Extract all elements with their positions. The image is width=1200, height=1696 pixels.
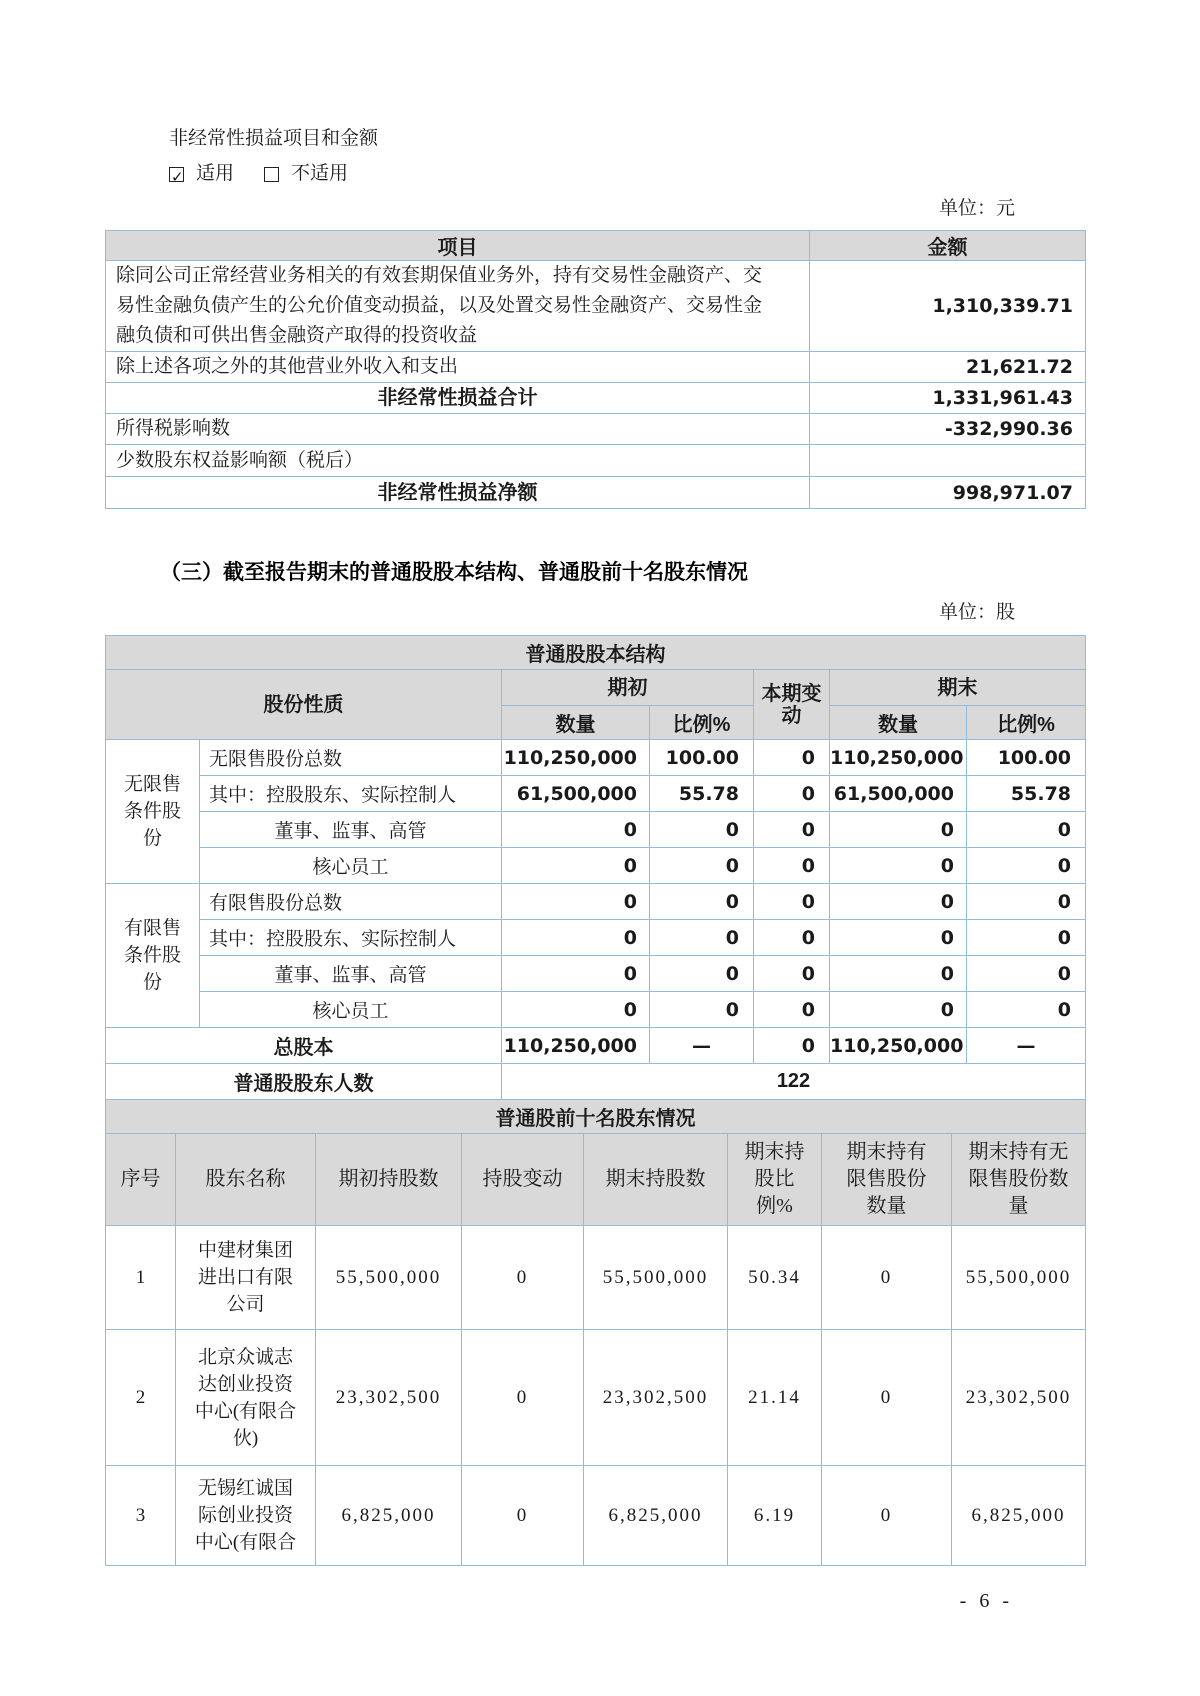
value-cell: 0 — [830, 920, 967, 956]
end-holding-cell: 23,302,500 — [584, 1330, 728, 1466]
end-holding-header: 期末持股数 — [584, 1134, 728, 1226]
page-number: - 6 - — [959, 1590, 1013, 1612]
shareholder-name-header: 股东名称 — [176, 1134, 316, 1226]
begin-holding-cell: 23,302,500 — [316, 1330, 462, 1466]
table-header-row — [106, 231, 1086, 261]
item-cell: 除同公司正常经营业务相关的有效套期保值业务外，持有交易性金融资产、交易性金融负债产生的公允价值变动损益，以及处置交易性金融资产、交易性金融负债和可供出售金融资产取得的投资收益 — [106, 261, 810, 352]
amount-cell — [810, 445, 1086, 477]
row-label: 核心员工 — [200, 992, 502, 1028]
total-capital-row — [106, 1028, 1086, 1064]
end-pct-cell: 50.34 — [728, 1226, 822, 1330]
amount-cell: -332,990.36 — [810, 414, 1086, 445]
rank-cell: 3 — [106, 1466, 176, 1566]
begin-period-header: 期初 — [502, 670, 754, 706]
shareholder-name-cell: 中建材集团进出口有限公司 — [176, 1226, 316, 1330]
item-cell: 所得税影响数 — [106, 414, 810, 445]
holding-change-header: 持股变动 — [462, 1134, 584, 1226]
applicable-label: 适用 — [196, 163, 235, 184]
nonrecurring-section-title: 非经常性损益项目和金额 — [169, 128, 379, 149]
end-pct-cell: 21.14 — [728, 1330, 822, 1466]
unrestricted-group-label: 无限售条件股份 — [106, 740, 200, 884]
restricted-shares-cell: 0 — [822, 1226, 952, 1330]
amount-cell: 21,621.72 — [810, 352, 1086, 383]
shareholder-count-label: 普通股股东人数 — [106, 1064, 502, 1100]
applicable-checkbox-checked-icon[interactable] — [169, 167, 184, 182]
value-cell: 100.00 — [967, 740, 1086, 776]
table-row — [106, 812, 1086, 848]
value-cell: 0 — [754, 992, 830, 1028]
value-cell: 0 — [754, 812, 830, 848]
value-cell: 0 — [650, 920, 754, 956]
value-cell: 0 — [830, 956, 967, 992]
current-change-header: 本期变动 — [754, 670, 830, 740]
subtotal-label-cell: 非经常性损益合计 — [106, 383, 810, 414]
row-label: 董事、监事、高管 — [200, 812, 502, 848]
shareholder-count-value: 122 — [502, 1064, 1086, 1100]
table-row — [106, 261, 1086, 352]
no-column-header: 序号 — [106, 1134, 176, 1226]
top10-table-title: 普通股前十名股东情况 — [106, 1100, 1086, 1134]
table-row — [106, 477, 1086, 509]
value-cell: 0 — [650, 848, 754, 884]
top10-header-row — [106, 1134, 1086, 1226]
item-cell: 除上述各项之外的其他营业外收入和支出 — [106, 352, 810, 383]
row-label: 有限售股份总数 — [200, 884, 502, 920]
holding-change-cell: 0 — [462, 1226, 584, 1330]
end-restricted-header: 期末持有限售股份数量 — [822, 1134, 952, 1226]
value-cell: 0 — [967, 812, 1086, 848]
table-row — [106, 776, 1086, 812]
end-qty-header: 数量 — [830, 706, 967, 740]
begin-pct-header: 比例% — [650, 706, 754, 740]
value-cell: 110,250,000 — [830, 740, 967, 776]
restricted-shares-cell: 0 — [822, 1466, 952, 1566]
value-cell: 0 — [754, 776, 830, 812]
amount-cell: 1,331,961.43 — [810, 383, 1086, 414]
shareholder-name-cell: 无锡红诚国际创业投资中心(有限合 — [176, 1466, 316, 1566]
table-row — [106, 956, 1086, 992]
value-cell: 0 — [754, 884, 830, 920]
value-cell: 61,500,000 — [502, 776, 650, 812]
shareholder-row — [106, 1466, 1086, 1566]
value-cell: 0 — [830, 812, 967, 848]
shareholder-row — [106, 1330, 1086, 1466]
value-cell: 0 — [967, 884, 1086, 920]
value-cell: 0 — [650, 812, 754, 848]
value-cell: 0 — [967, 848, 1086, 884]
value-cell: 0 — [754, 920, 830, 956]
table-row — [106, 992, 1086, 1028]
table-row — [106, 383, 1086, 414]
unrestricted-shares-cell: 23,302,500 — [952, 1330, 1086, 1466]
row-label: 其中：控股股东、实际控制人 — [200, 920, 502, 956]
value-cell: 0 — [502, 920, 650, 956]
holding-change-cell: 0 — [462, 1466, 584, 1566]
top10-shareholders-table — [105, 1099, 1086, 1566]
row-label: 其中：控股股东、实际控制人 — [200, 776, 502, 812]
not-applicable-checkbox-icon[interactable] — [264, 167, 279, 182]
capital-table-title-row — [106, 636, 1086, 670]
holding-change-cell: 0 — [462, 1330, 584, 1466]
value-cell: 0 — [502, 992, 650, 1028]
item-cell: 少数股东权益影响额（税后） — [106, 445, 810, 477]
value-cell: 110,250,000 — [502, 1028, 650, 1064]
value-cell: 0 — [650, 992, 754, 1028]
end-holding-cell: 55,500,000 — [584, 1226, 728, 1330]
value-cell: 0 — [650, 884, 754, 920]
share-nature-header: 股份性质 — [106, 670, 502, 740]
value-cell: 0 — [830, 884, 967, 920]
item-column-header: 项目 — [106, 231, 810, 261]
begin-qty-header: 数量 — [502, 706, 650, 740]
table-row — [106, 848, 1086, 884]
row-label: 董事、监事、高管 — [200, 956, 502, 992]
value-cell: 110,250,000 — [830, 1028, 967, 1064]
value-cell: 0 — [650, 956, 754, 992]
table-row — [106, 445, 1086, 477]
value-cell: 0 — [502, 848, 650, 884]
amount-column-header: 金额 — [810, 231, 1086, 261]
table-row — [106, 920, 1086, 956]
unrestricted-shares-cell: 6,825,000 — [952, 1466, 1086, 1566]
begin-holding-cell: 6,825,000 — [316, 1466, 462, 1566]
table-row — [106, 740, 1086, 776]
begin-holding-header: 期初持股数 — [316, 1134, 462, 1226]
value-cell: 61,500,000 — [830, 776, 967, 812]
value-cell: 0 — [502, 956, 650, 992]
unit-label-shares: 单位：股 — [938, 602, 1015, 623]
rank-cell: 2 — [106, 1330, 176, 1466]
value-cell: 0 — [754, 956, 830, 992]
capital-header-row-1 — [106, 670, 1086, 706]
table-row — [106, 414, 1086, 445]
unit-label-yuan: 单位：元 — [938, 198, 1015, 219]
end-pct-cell: 6.19 — [728, 1466, 822, 1566]
top10-title-row — [106, 1100, 1086, 1134]
total-capital-label: 总股本 — [106, 1028, 502, 1064]
value-cell: 0 — [830, 848, 967, 884]
amount-cell: 1,310,339.71 — [810, 261, 1086, 352]
end-period-header: 期末 — [830, 670, 1086, 706]
capital-table-title: 普通股股本结构 — [106, 636, 1086, 670]
section-heading: （三）截至报告期末的普通股股本结构、普通股前十名股东情况 — [160, 561, 748, 584]
shareholder-row — [106, 1226, 1086, 1330]
value-cell: 0 — [830, 992, 967, 1028]
end-unrestricted-header: 期末持有无限售股份数量 — [952, 1134, 1086, 1226]
value-cell: 0 — [502, 884, 650, 920]
restricted-group-label: 有限售条件股份 — [106, 884, 200, 1028]
unrestricted-shares-cell: 55,500,000 — [952, 1226, 1086, 1330]
shareholder-count-row — [106, 1064, 1086, 1100]
net-total-label-cell: 非经常性损益净额 — [106, 477, 810, 509]
end-pct-header: 比例% — [967, 706, 1086, 740]
value-cell: 0 — [754, 740, 830, 776]
value-cell: 110,250,000 — [502, 740, 650, 776]
not-applicable-label: 不适用 — [291, 163, 349, 184]
restricted-shares-cell: 0 — [822, 1330, 952, 1466]
table-row — [106, 352, 1086, 383]
table-row — [106, 884, 1086, 920]
value-cell: 0 — [502, 812, 650, 848]
value-cell: 0 — [967, 920, 1086, 956]
page-content — [0, 126, 1200, 1613]
value-cell: 0 — [754, 1028, 830, 1064]
shareholder-name-cell: 北京众诚志达创业投资中心(有限合伙) — [176, 1330, 316, 1466]
amount-cell: 998,971.07 — [810, 477, 1086, 509]
begin-holding-cell: 55,500,000 — [316, 1226, 462, 1330]
nonrecurring-items-table — [105, 230, 1086, 509]
capital-structure-table — [105, 635, 1086, 1100]
value-cell: — — [650, 1028, 754, 1064]
end-pct-header: 期末持股比例% — [728, 1134, 822, 1226]
value-cell: 0 — [967, 956, 1086, 992]
value-cell: — — [967, 1028, 1086, 1064]
value-cell: 55.78 — [967, 776, 1086, 812]
value-cell: 100.00 — [650, 740, 754, 776]
rank-cell: 1 — [106, 1226, 176, 1330]
value-cell: 0 — [967, 992, 1086, 1028]
value-cell: 55.78 — [650, 776, 754, 812]
end-holding-cell: 6,825,000 — [584, 1466, 728, 1566]
row-label: 无限售股份总数 — [200, 740, 502, 776]
applicability-check-line — [105, 161, 1085, 187]
value-cell: 0 — [754, 848, 830, 884]
row-label: 核心员工 — [200, 848, 502, 884]
